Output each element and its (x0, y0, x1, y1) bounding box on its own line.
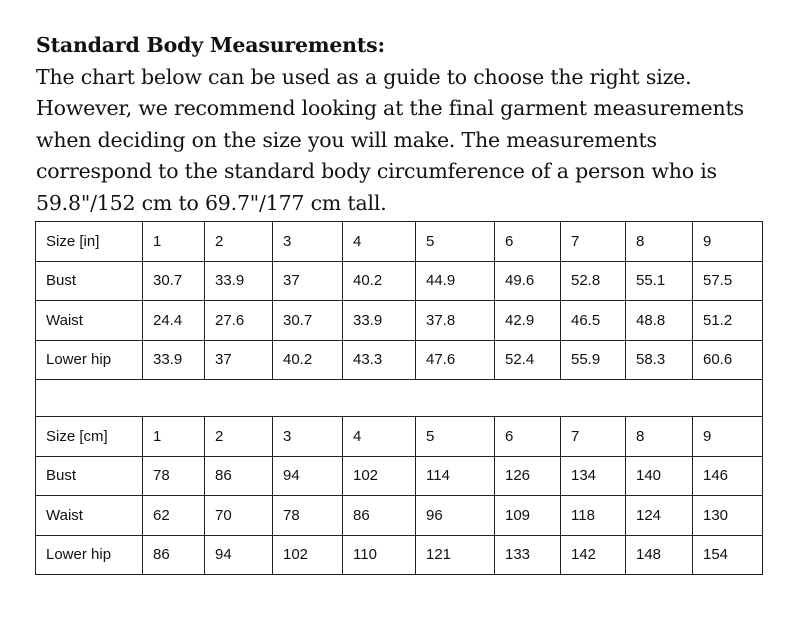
table-cell: 3 (273, 417, 343, 457)
table-cell: 86 (205, 456, 273, 496)
table-cell: 1 (143, 222, 205, 262)
row-label: Waist (36, 496, 143, 536)
table-cell: 126 (495, 456, 561, 496)
table-cell: 7 (561, 222, 626, 262)
table-cell: 6 (495, 417, 561, 457)
table-row (36, 222, 763, 262)
table-cell: 33.9 (205, 261, 273, 301)
row-label: Size [cm] (36, 417, 143, 457)
inches-table (36, 222, 763, 380)
table-cell: 130 (693, 496, 763, 536)
table-cell: 51.2 (693, 301, 763, 341)
table-cell: 52.4 (495, 340, 561, 380)
table-cell: 140 (626, 456, 693, 496)
table-row (36, 496, 763, 536)
table-cell: 133 (495, 535, 561, 575)
table-cell: 49.6 (495, 261, 561, 301)
table-cell: 142 (561, 535, 626, 575)
table-cell: 27.6 (205, 301, 273, 341)
table-cell: 102 (343, 456, 416, 496)
table-cell: 70 (205, 496, 273, 536)
row-label: Lower hip (36, 340, 143, 380)
table-cell: 37.8 (416, 301, 495, 341)
table-cell: 55.9 (561, 340, 626, 380)
table-cell: 37 (205, 340, 273, 380)
spacer-cell (36, 380, 763, 417)
table-cell: 2 (205, 417, 273, 457)
table-cell: 134 (561, 456, 626, 496)
table-cell: 44.9 (416, 261, 495, 301)
table-row (36, 261, 763, 301)
table-cell: 62 (143, 496, 205, 536)
table-cell: 24.4 (143, 301, 205, 341)
intro-text (36, 30, 776, 219)
row-label: Waist (36, 301, 143, 341)
row-label: Bust (36, 261, 143, 301)
table-row (36, 340, 763, 380)
table-cell: 33.9 (343, 301, 416, 341)
table-cell: 3 (273, 222, 343, 262)
table-cell: 96 (416, 496, 495, 536)
table-cell: 30.7 (273, 301, 343, 341)
table-cell: 5 (416, 417, 495, 457)
table-cell: 8 (626, 417, 693, 457)
table-cell: 94 (273, 456, 343, 496)
table-cell: 121 (416, 535, 495, 575)
table-cell: 86 (343, 496, 416, 536)
spacer-section (36, 380, 763, 417)
table-cell: 57.5 (693, 261, 763, 301)
table-cell: 78 (143, 456, 205, 496)
table-cell: 40.2 (273, 340, 343, 380)
table-cell: 78 (273, 496, 343, 536)
spacer-row (36, 380, 763, 417)
table-cell: 6 (495, 222, 561, 262)
table-cell: 8 (626, 222, 693, 262)
table-cell: 110 (343, 535, 416, 575)
table-cell: 118 (561, 496, 626, 536)
table-cell: 5 (416, 222, 495, 262)
table-cell: 37 (273, 261, 343, 301)
table-cell: 124 (626, 496, 693, 536)
table-row (36, 417, 763, 457)
table-row (36, 535, 763, 575)
row-label: Size [in] (36, 222, 143, 262)
table-cell: 146 (693, 456, 763, 496)
table-cell: 60.6 (693, 340, 763, 380)
table-cell: 42.9 (495, 301, 561, 341)
table-cell: 2 (205, 222, 273, 262)
table-cell: 46.5 (561, 301, 626, 341)
intro-paragraph: The chart below can be used as a guide to choose the right size. However, we recommend looking at the final garment measurements when deciding on the size you will make. The measurements correspond to the standard body circumference of a person who is 59.8"/152 cm to 69.7"/177 cm tall. (36, 64, 744, 215)
table-cell: 148 (626, 535, 693, 575)
table-cell: 86 (143, 535, 205, 575)
table-row (36, 456, 763, 496)
table-cell: 102 (273, 535, 343, 575)
cm-table (36, 417, 763, 575)
table-cell: 4 (343, 222, 416, 262)
row-label: Lower hip (36, 535, 143, 575)
table-cell: 9 (693, 222, 763, 262)
table-cell: 30.7 (143, 261, 205, 301)
table-cell: 40.2 (343, 261, 416, 301)
table-cell: 94 (205, 535, 273, 575)
table-cell: 109 (495, 496, 561, 536)
table-cell: 114 (416, 456, 495, 496)
table-cell: 1 (143, 417, 205, 457)
table-cell: 9 (693, 417, 763, 457)
table-cell: 154 (693, 535, 763, 575)
table-cell: 58.3 (626, 340, 693, 380)
table-cell: 48.8 (626, 301, 693, 341)
table-cell: 4 (343, 417, 416, 457)
table-cell: 33.9 (143, 340, 205, 380)
table-cell: 47.6 (416, 340, 495, 380)
table-cell: 55.1 (626, 261, 693, 301)
table-cell: 7 (561, 417, 626, 457)
section-heading: Standard Body Measurements: (36, 33, 385, 57)
table-row (36, 301, 763, 341)
table-cell: 52.8 (561, 261, 626, 301)
size-chart-table (35, 221, 763, 575)
table-cell: 43.3 (343, 340, 416, 380)
row-label: Bust (36, 456, 143, 496)
